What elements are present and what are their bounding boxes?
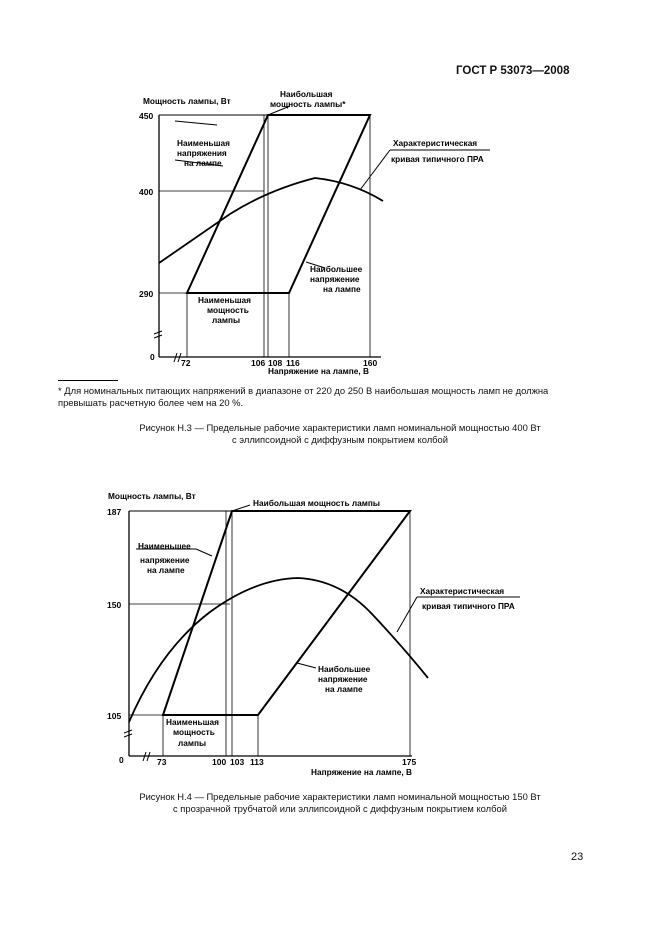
fig2-ytick-105: 105 <box>107 711 122 721</box>
fig1-x-title: Напряжение на лампе, В <box>268 366 370 376</box>
fig1-minvolt-l2: напряжения <box>177 148 227 158</box>
fig2-x-title: Напряжение на лампе, В <box>311 767 413 777</box>
fig2-xtick-100: 100 <box>212 757 227 767</box>
fig1-leader-maxpower <box>175 121 217 125</box>
fig2-curve-l1: Характеристическая <box>420 586 505 596</box>
fig1-origin: 0 <box>150 352 155 362</box>
fig1-ytick-400: 400 <box>139 187 154 197</box>
fig2-minvolt-l3: на лампе <box>147 565 185 575</box>
figure2-caption-line2: с прозрачной трубчатой или эллипсоидной с диффузным покрытием колбой <box>173 803 507 814</box>
fig2-leader-curve <box>397 597 417 632</box>
fig1-ytick-290: 290 <box>139 289 154 299</box>
fig2-xtick-175: 175 <box>402 757 417 767</box>
fig2-minpower-l1: Наименьшая <box>166 717 219 727</box>
fig1-maxvolt-l1: Наибольшее <box>310 264 363 274</box>
fig2-origin: 0 <box>119 755 124 765</box>
fig2-xtick-113: 113 <box>250 757 264 767</box>
fig1-minvolt-l1: Наименьшая <box>177 138 230 148</box>
fig1-maxvolt-l2: напряжение <box>310 274 360 284</box>
fig2-maxvolt-l1: Наибольшее <box>318 664 371 674</box>
fig2-ytick-187: 187 <box>107 507 122 517</box>
fig1-maxpower-l1: Наибольшая <box>280 89 333 99</box>
page-number: 23 <box>571 851 584 863</box>
fig1-texts <box>139 89 484 376</box>
fig2-texts <box>107 491 515 777</box>
fig1-curve-l2: кривая типичного ПРА <box>391 154 484 164</box>
fig2-leader-minvolt <box>196 549 212 556</box>
fig2-maxvolt-l3: на лампе <box>325 684 363 694</box>
fig2-minpower-l3: лампы <box>178 738 207 748</box>
figure2-caption-line1: Рисунок Н.4 — Предельные рабочие характеристики ламп номинальной мощностью 150 Вт <box>139 791 541 802</box>
fig1-minpower-l2: мощность <box>207 305 249 315</box>
figure2-caption <box>60 791 620 815</box>
fig2-minpower-l2: мощность <box>173 727 215 737</box>
fig1-y-break <box>154 331 162 338</box>
fig2-boundary <box>163 511 410 715</box>
footnote: * Для номинальных питающих напряжений в диапазоне от 220 до 250 В наибольшая мощность ламп не должна превышать расчетную более чем на 20 %. <box>58 385 549 408</box>
figure1-caption-line1: Рисунок Н.3 — Предельные рабочие характеристики ламп номинальной мощностью 400 Вт <box>139 422 541 433</box>
fig2-minvolt-l1: Наименьшее <box>138 541 191 551</box>
fig1-xtick-108: 108 <box>268 358 283 368</box>
fig2-minvolt-l2: напряжение <box>140 555 190 565</box>
fig2-maxvolt-l2: напряжение <box>318 674 368 684</box>
fig1-xtick-106: 106 <box>251 358 266 368</box>
fig2-ytick-150: 150 <box>107 600 122 610</box>
fig1-leader-curve <box>360 150 390 190</box>
fig1-xtick-72: 72 <box>181 358 191 368</box>
fig2-leader-maxvolt <box>297 663 316 668</box>
fig1-xtick-160: 160 <box>363 358 378 368</box>
fig1-y-title: Мощность лампы, Вт <box>143 96 231 106</box>
fig2-xtick-103: 103 <box>230 757 245 767</box>
fig1-xtick-116: 116 <box>286 358 300 368</box>
figure1-caption-line2: с эллипсоидной с диффузным покрытием колбой <box>232 434 448 445</box>
document-id: ГОСТ Р 53073—2008 <box>456 65 570 77</box>
fig1-curve-l1: Характеристическая <box>393 138 478 148</box>
fig1-minpower-l1: Наименьшая <box>198 295 251 305</box>
fig2-xtick-73: 73 <box>157 757 167 767</box>
fig1-minpower-l3: лампы <box>212 315 241 325</box>
fig2-maxpower-label: Наибольшая мощность лампы <box>253 498 381 508</box>
fig2-y-break <box>124 730 132 737</box>
fig2-curve-l2: кривая типичного ПРА <box>422 601 515 611</box>
fig2-ballast-curve <box>129 578 428 722</box>
footnote-rule <box>58 380 118 381</box>
fig1-minvolt-l3: на лампе <box>184 158 222 168</box>
fig1-maxvolt-l3: на лампе <box>323 284 361 294</box>
figure1-caption <box>60 422 620 446</box>
fig2-y-title: Мощность лампы, Вт <box>108 491 196 501</box>
fig1-maxpower-l2: мощность лампы* <box>270 99 346 109</box>
fig1-ytick-450: 450 <box>139 111 154 121</box>
